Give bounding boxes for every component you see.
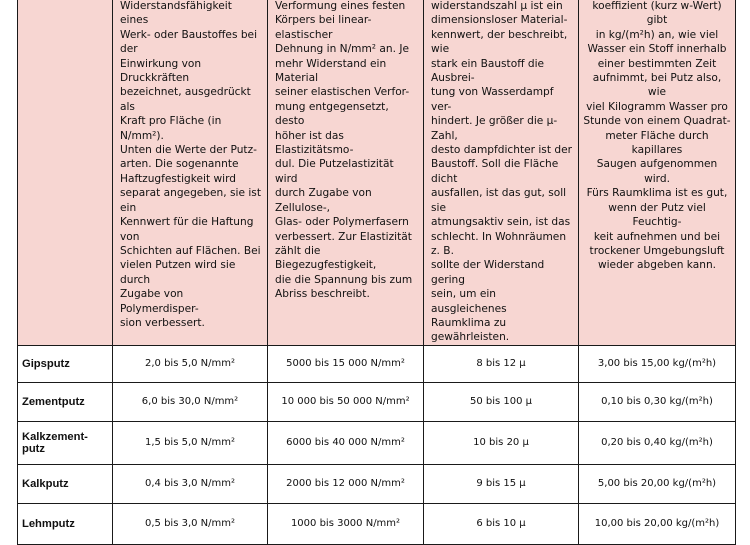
value-cell: 1000 bis 3000 N/mm² [268,503,424,544]
value-cell: 0,5 bis 3,0 N/mm² [113,503,268,544]
description-compressive-strength: Widerstandsfähigkeit eines Werk- oder Baustoffes bei der Einwirkung von Druckkräften bezeichnet, ausgedrückt als Kraft pro Fläche (in N/mm²). Unten die Werte der Putz- arten. Die sogenannte Haftzugfestigkeit wird separat angegeben, sie ist ein Kennwert für die Haftung von Schichten auf Flächen. Bei vielen Putzen wird sie durch Zugabe von Polymerdisper- sion verbessert. [113,0,268,345]
value-cell: 50 bis 100 µ [424,382,579,421]
value-cell: 10 000 bis 50 000 N/mm² [268,382,424,421]
description-row [18,0,736,345]
row-label: Zementputz [18,382,113,421]
value-cell: 6,0 bis 30,0 N/mm² [113,382,268,421]
value-cell: 5000 bis 15 000 N/mm² [268,345,424,382]
row-label: Kalkzement- putz [18,421,113,464]
value-cell: 6 bis 10 µ [424,503,579,544]
value-cell: 0,20 bis 0,40 kg/(m²h) [579,421,736,464]
description-vapour-resistance: widerstandszahl µ ist ein dimensionsloser Material- kennwert, der beschreibt, wie stark ein Baustoff die Ausbrei- tung von Wasserdampf ver- hindert. Je größer die µ-Zahl, desto dampfdichter ist der Baustoff. Soll die Fläche dicht ausfallen, ist das gut, soll sie atmungsaktiv sein, ist das schlecht. In Wohnräumen z. B. sollte der Widerstand gering sein, um ein ausgleichenes Raumklima zu gewährleisten. [424,0,579,345]
table-row [18,503,736,544]
table-row [18,345,736,382]
header-corner-cell [18,0,113,345]
value-cell: 2,0 bis 5,0 N/mm² [113,345,268,382]
plaster-properties-table [17,0,736,545]
description-water-absorption: koeffizient (kurz w-Wert) gibt in kg/(m²h) an, wie viel Wasser ein Stoff innerhalb einer bestimmten Zeit aufnimmt, bei Putz also, wie viel Kilogramm Wasser pro Stunde von einem Quadrat- meter Fläche durch kapillares Saugen aufgenommen wird. Fürs Raumklima ist es gut, wenn der Putz viel Feuchtig- keit aufnehmen und bei trockener Umgebungsluft wieder abgeben kann. [579,0,736,345]
row-label: Kalkputz [18,464,113,503]
row-label: Gipsputz [18,345,113,382]
value-cell: 1,5 bis 5,0 N/mm² [113,421,268,464]
value-cell: 0,10 bis 0,30 kg/(m²h) [579,382,736,421]
value-cell: 9 bis 15 µ [424,464,579,503]
value-cell: 2000 bis 12 000 N/mm² [268,464,424,503]
value-cell: 3,00 bis 15,00 kg/(m²h) [579,345,736,382]
table-row [18,421,736,464]
row-label: Lehmputz [18,503,113,544]
value-cell: 5,00 bis 20,00 kg/(m²h) [579,464,736,503]
value-cell: 6000 bis 40 000 N/mm² [268,421,424,464]
table-row [18,382,736,421]
value-cell: 8 bis 12 µ [424,345,579,382]
value-cell: 10,00 bis 20,00 kg/(m²h) [579,503,736,544]
value-cell: 10 bis 20 µ [424,421,579,464]
value-cell: 0,4 bis 3,0 N/mm² [113,464,268,503]
description-elastic-modulus: Verformung eines festen Körpers bei linear-elastischer Dehnung in N/mm² an. Je mehr Widerstand ein Material seiner elastischen Verfor- mung entgegensetzt, desto höher ist das Elastizitätsmo- dul. Die Putzelastizität wird durch Zugabe von Zellulose-, Glas- oder Polymerfasern verbessert. Zur Elastizität zählt die Biegezugfestigkeit, die die Spannung bis zum Abriss beschreibt. [268,0,424,345]
table-row [18,464,736,503]
